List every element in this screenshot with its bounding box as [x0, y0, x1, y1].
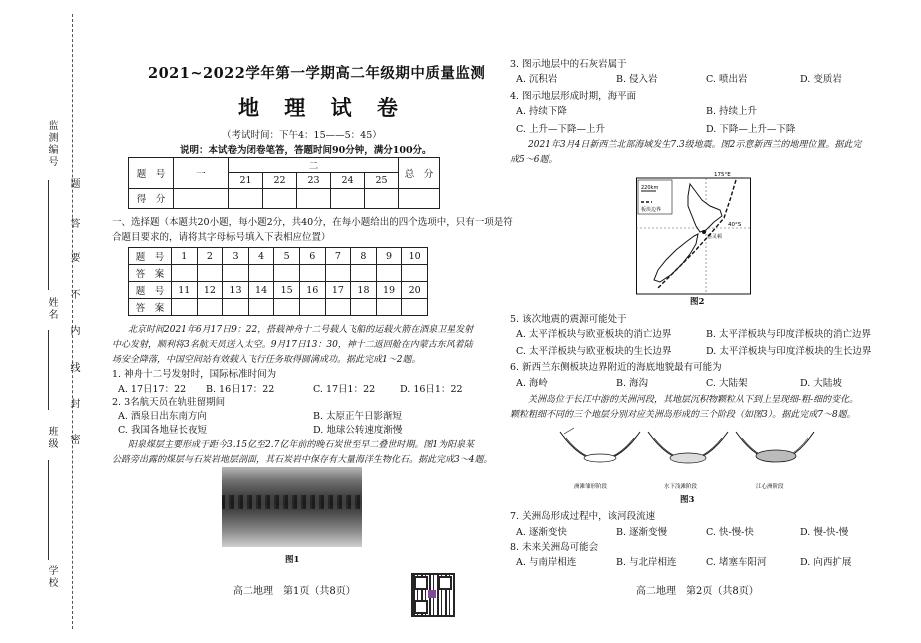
school-underline	[48, 540, 49, 560]
qr-code	[411, 573, 455, 617]
q1-option-b[interactable]: B. 16日17：22	[206, 384, 275, 395]
answer-cell[interactable]	[172, 265, 198, 282]
q4-option-d[interactable]: D. 下降—上升—下降	[706, 124, 796, 135]
passage3-line: 2021年3月4日新西兰北部海域发生7.3级地震。图2示意新西兰的地理位置。据此完	[528, 140, 862, 150]
answer-qnum: 2	[197, 248, 223, 265]
question-8: 8. 未来关洲岛可能会	[510, 542, 599, 553]
answer-cell[interactable]	[223, 299, 249, 316]
score-col-total: 总 分	[399, 158, 440, 189]
answer-cell[interactable]	[351, 299, 377, 316]
answer-cell[interactable]	[325, 265, 351, 282]
seal-char-2: 答	[68, 218, 79, 230]
score-subcol: 24	[331, 173, 365, 188]
score-cell[interactable]	[331, 188, 365, 208]
score-table	[128, 157, 440, 209]
stage-2-diagram	[648, 432, 728, 463]
q4-option-c[interactable]: C. 上升—下降—上升	[516, 124, 605, 135]
score-subcol: 21	[229, 173, 263, 188]
score-cell[interactable]	[174, 188, 229, 208]
score-cell[interactable]	[399, 188, 440, 208]
score-row-label: 题 号	[129, 158, 174, 189]
label-school: 学校	[46, 565, 57, 589]
seal-char-4: 不	[68, 289, 79, 301]
seal-char-6: 线	[68, 362, 79, 374]
answer-cell[interactable]	[325, 299, 351, 316]
answer-cell[interactable]	[376, 265, 402, 282]
answer-cell[interactable]	[299, 265, 325, 282]
answer-table	[128, 247, 428, 316]
answer-row-label: 题 号	[129, 282, 172, 299]
passage1-line: 场安全降落，中国空间站有效载入飞行任务取得圆满成功。据此完成1～2题。	[112, 355, 421, 365]
score-cell[interactable]	[297, 188, 331, 208]
map-scale-label: 220km	[641, 185, 659, 191]
passage1-line: 中心发射，顺利将3名航天员送入太空。9月17日13：30，神十二返回舱在内蒙古东风着陆	[112, 340, 473, 350]
q8-option-d[interactable]: D. 向西扩展	[800, 557, 852, 568]
page-2-footer: 高二地理 第2页（共8页）	[636, 586, 759, 597]
answer-qnum: 3	[223, 248, 249, 265]
answer-qnum: 10	[402, 248, 428, 265]
passage4-line: 颗粒粗细不同的三个地层分别对应关洲岛形成的三个阶段（如图3）。据此完成7～8题。	[510, 410, 856, 420]
page-1-footer: 高二地理 第1页（共8页）	[233, 586, 356, 597]
answer-cell[interactable]	[274, 265, 300, 282]
question-7: 7. 关洲岛形成过程中，该河段流速	[510, 511, 656, 522]
score-cell[interactable]	[263, 188, 297, 208]
map-lat-label: 40°S	[728, 222, 742, 228]
name-underline	[48, 330, 49, 410]
section1-text-2: 合题目要求的，请将其字母标号填入下表相应位置）	[112, 232, 331, 243]
score-row2-label: 得 分	[129, 188, 174, 208]
answer-cell[interactable]	[376, 299, 402, 316]
q5-option-b[interactable]: B. 太平洋板块与印度洋板块的消亡边界	[706, 329, 872, 340]
question-1: 1. 神舟十二号发射时，国际标准时间为	[112, 369, 277, 380]
seal-char-1: 题	[68, 178, 79, 190]
q6-option-b[interactable]: B. 海沟	[616, 378, 649, 389]
answer-cell[interactable]	[197, 299, 223, 316]
answer-qnum: 7	[325, 248, 351, 265]
question-6: 6. 新西兰东侧板块边界附近的海底地貌最有可能为	[510, 362, 722, 373]
question-4: 4. 图示地层形成时期，海平面	[510, 91, 637, 102]
label-name: 姓名	[46, 297, 57, 321]
answer-qnum: 9	[376, 248, 402, 265]
answer-qnum: 8	[351, 248, 377, 265]
answer-cell[interactable]	[223, 265, 249, 282]
q2-option-a[interactable]: A. 酒泉日出东南方向	[118, 411, 207, 422]
figure-1-photo	[222, 467, 362, 547]
q7-option-a[interactable]: A. 逐渐变快	[516, 527, 567, 538]
q8-option-b[interactable]: B. 与北岸相连	[616, 557, 677, 568]
seal-char-5: 内	[68, 325, 79, 337]
q5-option-d[interactable]: D. 太平洋板块与印度洋板块的生长边界	[706, 346, 872, 357]
exam-title: 2021~2022学年第一学期高二年级期中质量监测	[148, 65, 486, 82]
score-cell[interactable]	[365, 188, 399, 208]
q3-option-b[interactable]: B. 侵入岩	[616, 74, 658, 85]
figure-3-caption: 图3	[680, 495, 695, 505]
q2-option-b[interactable]: B. 太原正午日影渐短	[313, 411, 403, 422]
answer-row-label: 题 号	[129, 248, 172, 265]
q7-option-c[interactable]: C. 快-慢-快	[706, 527, 754, 538]
score-col-one: 一	[174, 158, 229, 189]
section1-text: 一、选择题（本题共20小题，每小题2分，共40分，在每小题给出的四个选项中，只有一项是符	[112, 217, 513, 228]
answer-cell[interactable]	[299, 299, 325, 316]
stage-1-label: 洲滩雏形阶段	[574, 484, 608, 490]
answer-qnum: 16	[299, 282, 325, 299]
answer-qnum: 19	[376, 282, 402, 299]
score-cell[interactable]	[229, 188, 263, 208]
q6-option-d[interactable]: D. 大陆坡	[800, 378, 842, 389]
label-monitor-no: 监测编号	[46, 120, 57, 168]
passage1-line: 北京时间2021年6月17日9：22，搭载神舟十二号载人飞船的运载火箭在酒泉卫星发射	[128, 325, 474, 335]
answer-qnum: 18	[351, 282, 377, 299]
answer-qnum: 17	[325, 282, 351, 299]
passage2-line: 阳泉煤层主要形成于距今3.15亿至2.7亿年前的晚石炭世至早二叠世时期。图1为阳泉某	[128, 440, 475, 450]
q4-option-b[interactable]: B. 持续上升	[706, 106, 758, 117]
q5-option-a[interactable]: A. 太平洋板块与欧亚板块的消亡边界	[516, 329, 672, 340]
score-subcol: 23	[297, 173, 331, 188]
map-legend-label: 板块边界	[641, 207, 662, 213]
passage4-line: 关洲岛位于长江中游的关洲河段，其地层沉积物颗粒从下到上呈现细-粗-细的变化。	[528, 395, 859, 405]
score-col-two: 二	[229, 158, 399, 173]
answer-cell[interactable]	[197, 265, 223, 282]
answer-qnum: 11	[172, 282, 198, 299]
answer-cell[interactable]	[274, 299, 300, 316]
answer-qnum: 15	[274, 282, 300, 299]
passage3-line: 成5～6题。	[510, 155, 558, 165]
monitor-no-underline	[48, 180, 49, 290]
q1-option-a[interactable]: A. 17日17：22	[118, 384, 187, 395]
answer-cell[interactable]	[402, 265, 428, 282]
answer-qnum: 5	[274, 248, 300, 265]
figure-2-caption: 图2	[690, 297, 705, 307]
stage-1-diagram	[560, 428, 640, 462]
q1-option-d[interactable]: D. 16日1：22	[400, 384, 463, 395]
question-2: 2. 3名航天员在轨驻留期间	[112, 397, 226, 408]
stage-2-label: 水下浅滩阶段	[664, 484, 698, 490]
map-place-label: 惠灵顿	[707, 234, 723, 240]
exam-time: （考试时间：下午4：15——5：45）	[222, 130, 382, 141]
q2-option-d[interactable]: D. 地球公转速度渐慢	[313, 425, 403, 436]
map-lon-label: 175°E	[714, 172, 731, 178]
q6-option-c[interactable]: C. 大陆架	[706, 378, 748, 389]
q5-option-c[interactable]: C. 太平洋板块与欧亚板块的生长边界	[516, 346, 672, 357]
class-underline	[48, 460, 49, 540]
q8-option-c[interactable]: C. 堵塞车阳河	[706, 557, 767, 568]
answer-qnum: 4	[248, 248, 274, 265]
question-5: 5. 该次地震的震源可能处于	[510, 314, 627, 325]
subject-title: 地 理 试 卷	[238, 95, 407, 120]
answer-qnum: 12	[197, 282, 223, 299]
answer-qnum: 13	[223, 282, 249, 299]
answer-row-label: 答 案	[129, 299, 172, 316]
q8-option-a[interactable]: A. 与南岸相连	[516, 557, 577, 568]
q7-option-d[interactable]: D. 慢-快-慢	[800, 527, 849, 538]
q6-option-a[interactable]: A. 海岭	[516, 378, 548, 389]
q2-option-c[interactable]: C. 我国各地昼长夜短	[118, 425, 207, 436]
q4-option-a[interactable]: A. 持续下降	[516, 106, 567, 117]
seal-char-8: 密	[68, 434, 79, 446]
q1-option-c[interactable]: C. 17日1：22	[313, 384, 376, 395]
answer-qnum: 1	[172, 248, 198, 265]
q7-option-b[interactable]: B. 逐渐变慢	[616, 527, 668, 538]
answer-qnum: 14	[248, 282, 274, 299]
answer-cell[interactable]	[248, 299, 274, 316]
figure-2-map	[636, 170, 751, 295]
figure-3-diagram	[556, 424, 816, 494]
answer-cell[interactable]	[172, 299, 198, 316]
q3-option-d[interactable]: D. 变质岩	[800, 74, 842, 85]
q3-option-a[interactable]: A. 沉积岩	[516, 74, 558, 85]
answer-cell[interactable]	[402, 299, 428, 316]
binding-line	[72, 14, 74, 629]
q3-option-c[interactable]: C. 喷出岩	[706, 74, 748, 85]
question-3: 3. 图示地层中的石灰岩属于	[510, 59, 627, 70]
answer-row-label: 答 案	[129, 265, 172, 282]
score-subcol: 25	[365, 173, 399, 188]
stage-3-label: 江心洲阶段	[756, 484, 784, 490]
label-class: 班级	[46, 426, 57, 450]
figure-1-caption: 图1	[285, 555, 300, 565]
answer-qnum: 6	[299, 248, 325, 265]
stage-3-diagram	[736, 432, 814, 462]
seal-char-7: 封	[68, 398, 79, 410]
passage2-line: 公路旁出露的煤层与石炭岩地层剖面，其石炭岩中保存有大量海洋生物化石。据此完成3～4题。	[112, 455, 493, 465]
answer-qnum: 20	[402, 282, 428, 299]
score-subcol: 22	[263, 173, 297, 188]
seal-char-3: 要	[68, 252, 79, 264]
answer-cell[interactable]	[248, 265, 274, 282]
exam-instructions: 说明：本试卷为闭卷笔答，答题时间90分钟，满分100分。	[180, 145, 432, 156]
answer-cell[interactable]	[351, 265, 377, 282]
